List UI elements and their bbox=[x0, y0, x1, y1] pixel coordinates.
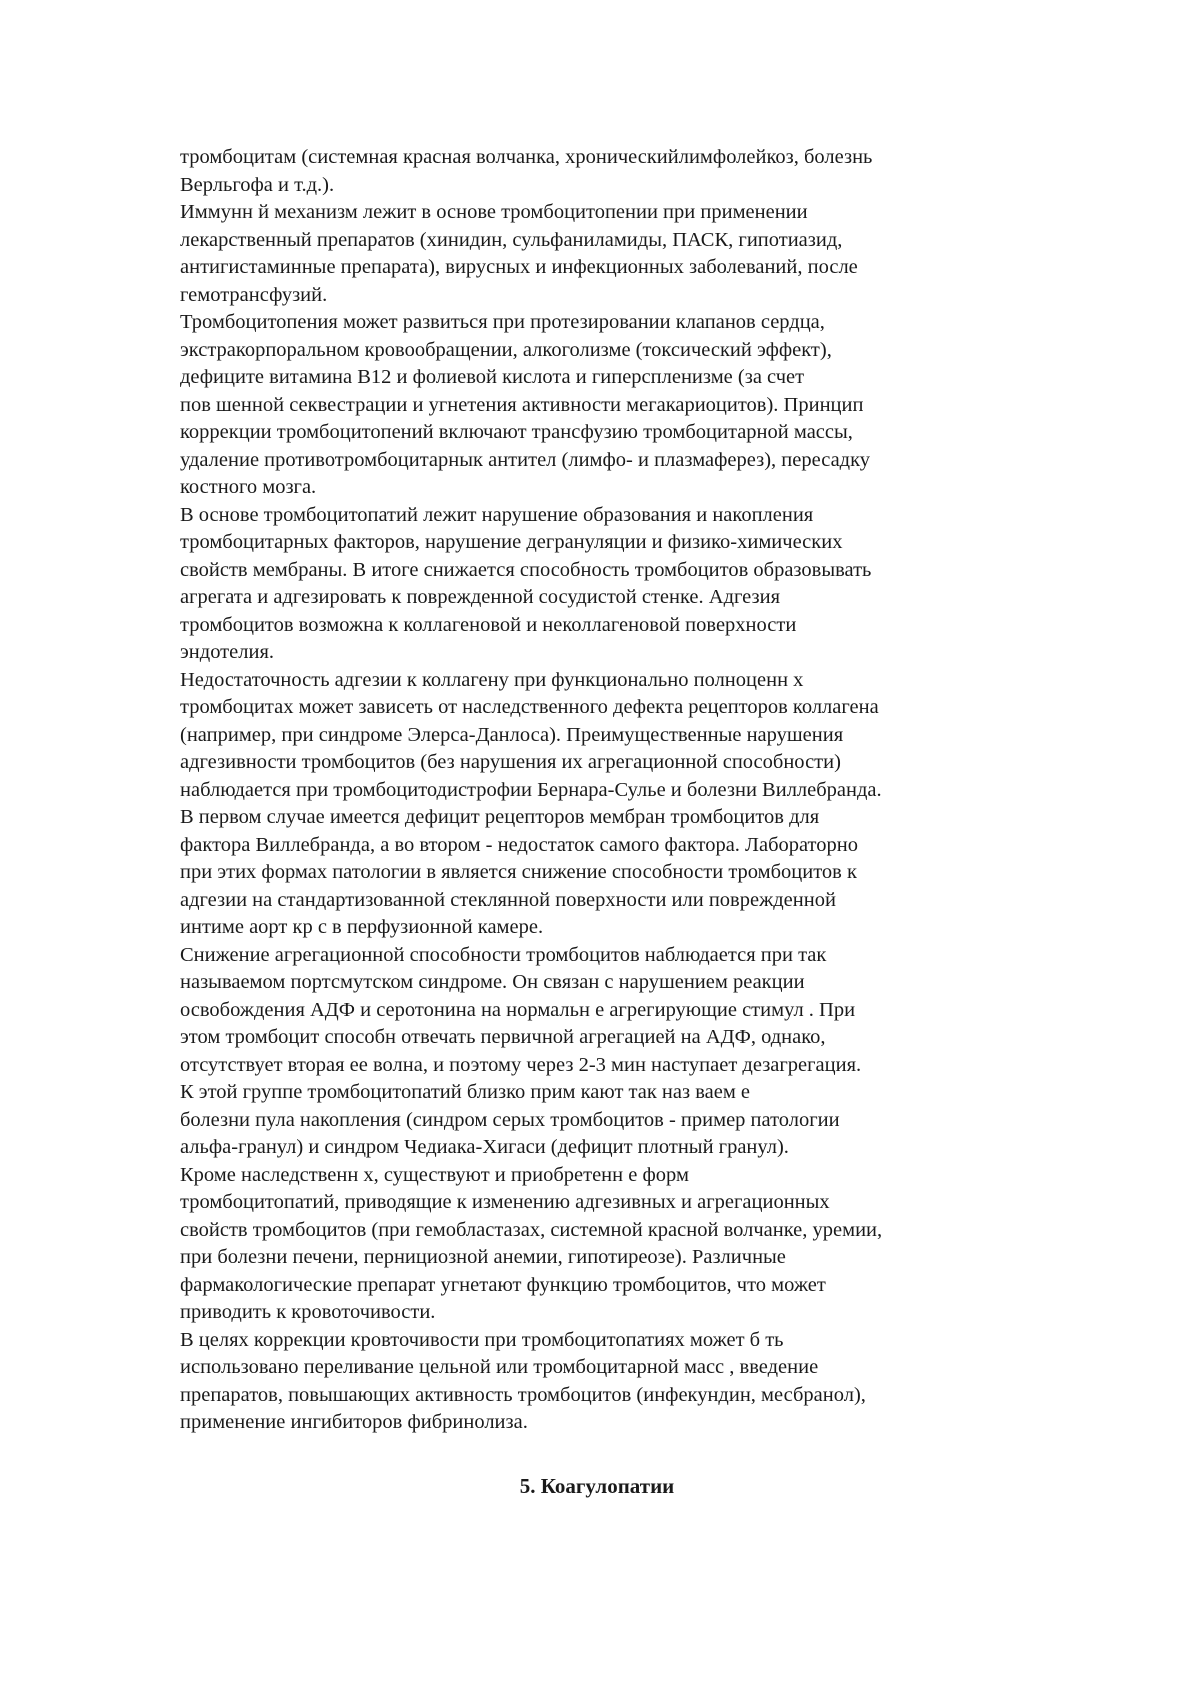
paragraph-5: Недостаточность адгезии к коллагену при функционально полноценн х тромбоцитах может зависеть от наследственного дефекта рецепторов коллагена (например, при синдроме Элерса-Данлоса). Преимущественные нарушения адгезивности тромбоцитов (без нарушения их агрегационной способности) наблюдается при тромбоцитодистрофии Бернара-Сулье и болезни Виллебранда. В первом случае имеется дефицит рецепторов мембран тромбоцитов для фактора Виллебранда, а во втором - недостаток самого фактора. Лабораторно при этих формах патологии в является снижение способности тромбоцитов к адгезии на стандартизованной стеклянной поверхности или поврежденной интиме аорт кр с в перфузионной камере. bbox=[180, 668, 882, 938]
paragraph-6: Снижение агрегационной способности тромбоцитов наблюдается при так называемом портсмутском синдроме. Он связан с нарушением реакции освобождения АДФ и серотонина на нормальн е агрегирующие стимул . При этом тромбоцит способн отвечать первичной агрегацией на АДФ, однако, отсутствует вторая ее волна, и поэтому через 2-3 мин наступает дезагрегация. bbox=[180, 943, 862, 1076]
document-page bbox=[180, 144, 1014, 1500]
paragraph-7: К этой группе тромбоцитопатий близко прим кают так наз ваем е болезни пула накопления (синдром серых тромбоцитов - пример патологии альфа-гранул) и синдром Чедиака-Хигаси (дефицит плотный гранул). bbox=[180, 1081, 840, 1158]
paragraph-4: В основе тромбоцитопатий лежит нарушение образования и накопления тромбоцитарных факторов, нарушение дегрануляции и физико-химических свойств мембраны. В итоге снижается способность тромбоцитов образовывать агрегата и адгезировать к поврежденной сосудистой стенке. Адгезия тромбоцитов возможна к коллагеновой и неколлагеновой поверхности эндотелия. bbox=[180, 503, 872, 663]
paragraph-8: Кроме наследственн х, существуют и приобретенн е форм тромбоцитопатий, приводящие к изменению адгезивных и агрегационных свойств тромбоцитов (при гемобластазах, системной красной волчанке, уремии, при болезни печени, пернициозной анемии, гипотиреозе). Различные фармакологические препарат угнетают функцию тромбоцитов, что может приводить к кровоточивости. bbox=[180, 1163, 883, 1323]
paragraph-1: тромбоцитам (системная красная волчанка, хроническийлимфолейкоз, болезнь Верльгофа и т.д.). bbox=[180, 146, 873, 196]
paragraph-3: Тромбоцитопения может развиться при протезировании клапанов сердца, экстракорпоральном кровообращении, алкоголизме (токсический эффект), дефиците витамина B12 и фолиевой кислота и гиперспленизме (за счет пов шенной секвестрации и угнетения активности мегакариоцитов). Принцип коррекции тромбоцитопений включают трансфузию тромбоцитарной массы, удаление противотромбоцитарнык антител (лимфо- и плазмаферез), пересадку костного мозга. bbox=[180, 311, 871, 498]
paragraph-9: В целях коррекции кровточивости при тромбоцитопатиях может б ть использовано переливание цельной или тромбоцитарной масс , введение препаратов, повышающих активность тромбоцитов (инфекундин, месбранол), применение ингибиторов фибринолиза. bbox=[180, 1328, 866, 1433]
section-heading: 5. Коагулопатии bbox=[519, 1473, 675, 1498]
paragraph-2: Иммунн й механизм лежит в основе тромбоцитопении при применении лекарственный препаратов (хинидин, сульфаниламиды, ПАСК, гипотиазид, антигистаминные препарата), вирусных и инфекционных заболеваний, после гемотрансфузий. bbox=[180, 201, 858, 306]
